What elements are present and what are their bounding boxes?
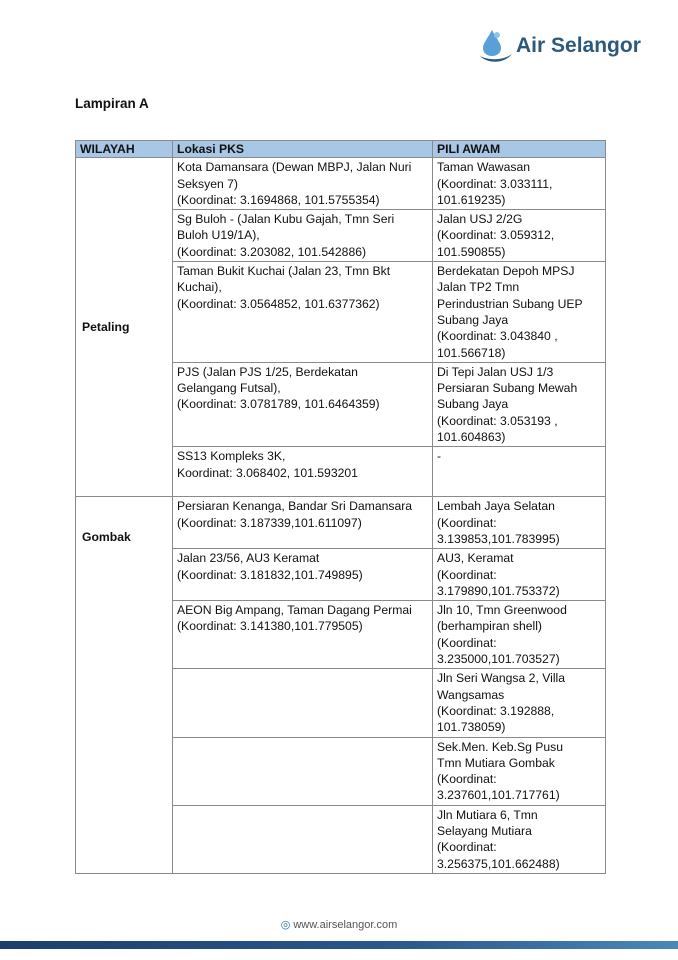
footer-website-text[interactable]: www.airselangor.com: [293, 919, 398, 931]
lokasi-cell: Taman Bukit Kuchai (Jalan 23, Tmn Bkt Kuchai), (Koordinat: 3.0564852, 101.6377362): [173, 262, 433, 363]
wilayah-cell: Gombak: [76, 497, 173, 874]
pili-cell: Sek.Men. Keb.Sg Pusu Tmn Mutiara Gombak (Koordinat: 3.237601,101.717761): [433, 737, 606, 805]
lokasi-cell: Persiaran Kenanga, Bandar Sri Damansara (Koordinat: 3.187339,101.611097): [173, 497, 433, 549]
pili-cell: AU3, Keramat (Koordinat: 3.179890,101.753372): [433, 549, 606, 601]
footer-bar: [0, 941, 678, 949]
pili-cell: Taman Wawasan (Koordinat: 3.033111, 101.619235): [433, 158, 606, 210]
wilayah-cell: Petaling: [76, 158, 173, 497]
page-heading: Lampiran A: [75, 96, 149, 111]
footer-website[interactable]: [0, 918, 678, 931]
pili-cell: Jln Mutiara 6, Tmn Selayang Mutiara (Koordinat: 3.256375,101.662488): [433, 805, 606, 873]
pili-cell: -: [433, 447, 606, 497]
lokasi-cell: Kota Damansara (Dewan MBPJ, Jalan Nuri Seksyen 7) (Koordinat: 3.1694868, 101.5755354): [173, 158, 433, 210]
lokasi-cell: PJS (Jalan PJS 1/25, Berdekatan Gelangang Futsal), (Koordinat: 3.0781789, 101.6464359): [173, 362, 433, 446]
water-drop-icon: [478, 26, 514, 66]
lokasi-cell: [173, 737, 433, 805]
pili-cell: Berdekatan Depoh MPSJ Jalan TP2 Tmn Perindustrian Subang UEP Subang Jaya (Koordinat: 3.043840 , 101.566718): [433, 262, 606, 363]
pili-cell: Lembah Jaya Selatan (Koordinat: 3.139853,101.783995): [433, 497, 606, 549]
lokasi-cell: [173, 669, 433, 737]
brand-name: Air Selangor: [516, 34, 641, 57]
lokasi-cell: Sg Buloh - (Jalan Kubu Gajah, Tmn Seri Buloh U19/1A), (Koordinat: 3.203082, 101.542886): [173, 210, 433, 262]
table-row: [76, 158, 606, 210]
lokasi-cell: SS13 Kompleks 3K, Koordinat: 3.068402, 101.593201: [173, 447, 433, 497]
lokasi-cell: [173, 805, 433, 873]
pili-cell: Jln 10, Tmn Greenwood (berhampiran shell) (Koordinat: 3.235000,101.703527): [433, 601, 606, 669]
pili-cell: Di Tepi Jalan USJ 1/3 Persiaran Subang Mewah Subang Jaya (Koordinat: 3.053193 , 101.604863): [433, 362, 606, 446]
table-header-row: [76, 141, 606, 158]
globe-icon: ◎: [280, 919, 291, 931]
lokasi-cell: Jalan 23/56, AU3 Keramat (Koordinat: 3.181832,101.749895): [173, 549, 433, 601]
pili-cell: Jln Seri Wangsa 2, Villa Wangsamas (Koordinat: 3.192888, 101.738059): [433, 669, 606, 737]
col-header-pili: PILI AWAM: [433, 141, 606, 158]
table-row: [76, 497, 606, 549]
air-selangor-logo: [478, 26, 658, 70]
pili-cell: Jalan USJ 2/2G (Koordinat: 3.059312, 101.590855): [433, 210, 606, 262]
col-header-wilayah: WILAYAH: [76, 141, 173, 158]
pks-table: [75, 140, 606, 874]
lokasi-cell: AEON Big Ampang, Taman Dagang Permai (Koordinat: 3.141380,101.779505): [173, 601, 433, 669]
col-header-lokasi: Lokasi PKS: [173, 141, 433, 158]
